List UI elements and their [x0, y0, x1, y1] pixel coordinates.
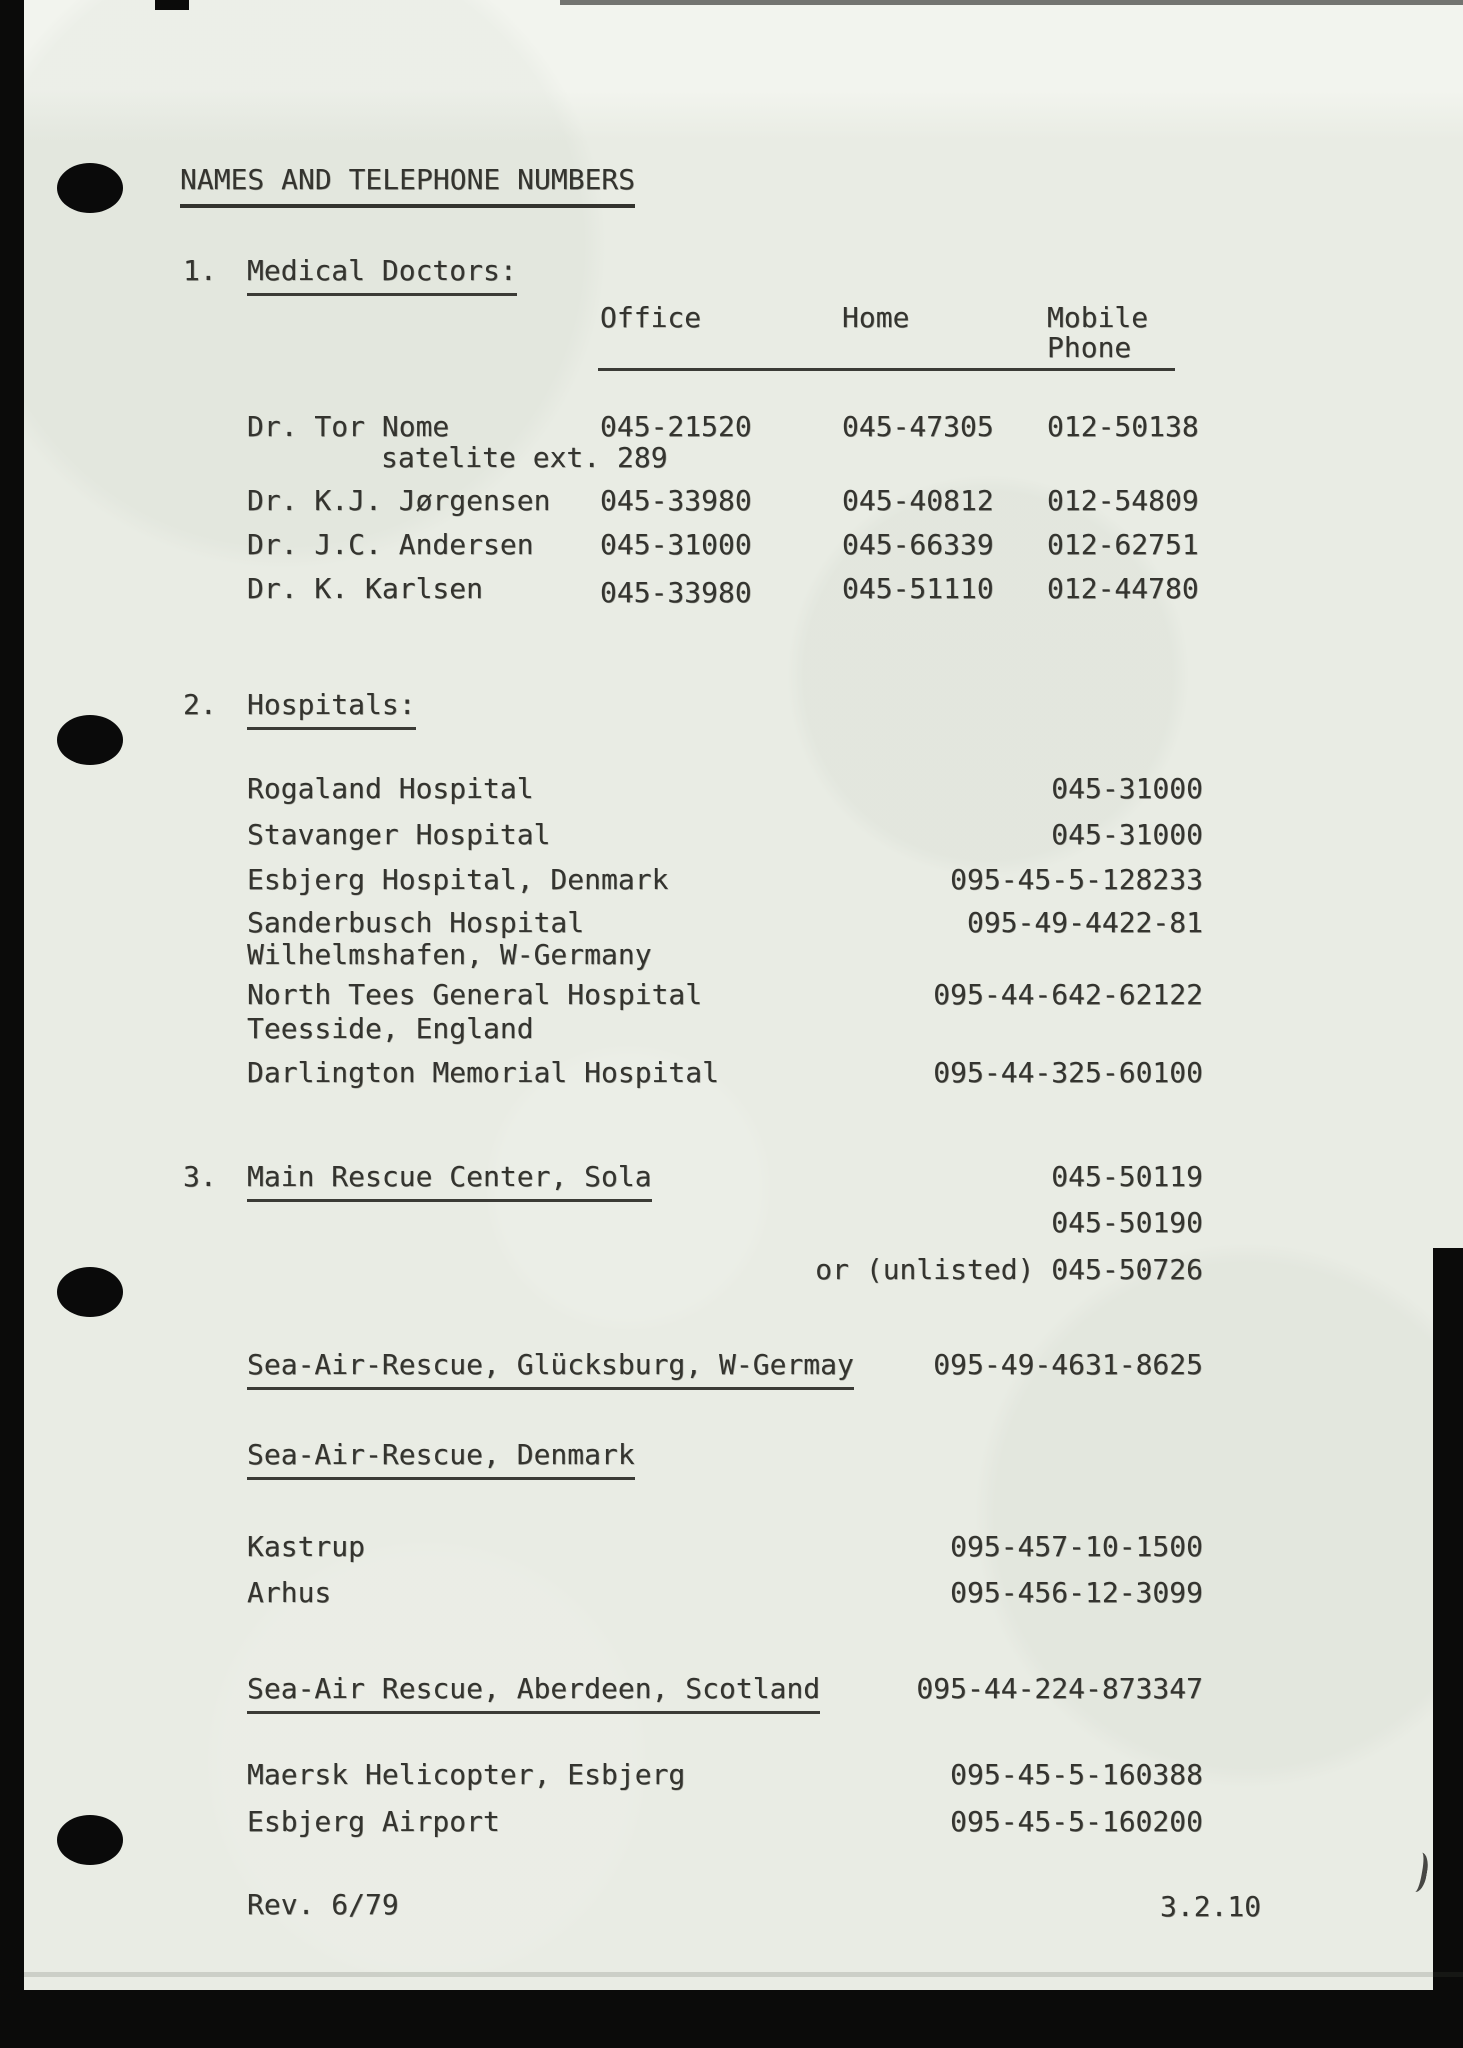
section-3-heading: Main Rescue Center, Sola	[247, 1160, 652, 1202]
column-header-mobile: Mobile	[1047, 301, 1149, 334]
aberdeen-phone: 095-44-224-873347	[916, 1672, 1203, 1705]
header-rule	[598, 368, 1175, 371]
doctor-mobile-phone: 012-44780	[1047, 572, 1199, 605]
sar-denmark-heading: Sea-Air-Rescue, Denmark	[247, 1438, 635, 1480]
hospital-name: North Tees General Hospital	[247, 978, 703, 1011]
doctor-office-phone: 045-31000	[600, 528, 752, 561]
column-header-phone: Phone	[1047, 331, 1132, 364]
sar-denmark-phone: 095-456-12-3099	[950, 1576, 1203, 1609]
other-name: Maersk Helicopter, Esbjerg	[247, 1758, 686, 1791]
section-1-heading: Medical Doctors:	[247, 254, 517, 296]
scan-edge-left	[0, 0, 24, 2048]
page-title: NAMES AND TELEPHONE NUMBERS	[180, 163, 635, 208]
sar-denmark-name: Kastrup	[247, 1530, 366, 1563]
scan-mark-top-left	[155, 0, 189, 10]
doctor-home-phone: 045-51110	[842, 572, 994, 605]
scan-edge-top	[560, 0, 1463, 5]
rescue-phone-unlisted: or (unlisted) 045-50726	[815, 1253, 1203, 1286]
doctor-note: satelite ext. 289	[381, 441, 668, 474]
page-number: 3.2.10	[1160, 1890, 1262, 1923]
sar-denmark-phone: 095-457-10-1500	[950, 1530, 1203, 1563]
hospital-phone: 045-31000	[1051, 818, 1203, 851]
other-phone: 095-45-5-160200	[950, 1805, 1203, 1838]
section-3-number: 3.	[183, 1160, 217, 1193]
hospital-phone: 095-49-4422-81	[966, 906, 1203, 939]
paper-background	[24, 0, 1463, 2048]
doctor-home-phone: 045-40812	[842, 484, 994, 517]
glucksburg-heading: Sea-Air-Rescue, Glücksburg, W-Germay	[247, 1348, 854, 1390]
column-header-office: Office	[600, 301, 702, 334]
hospital-name-line2: Wilhelmshafen, W-Germany	[247, 938, 652, 971]
hospital-name: Rogaland Hospital	[247, 772, 534, 805]
section-1-number: 1.	[183, 254, 217, 287]
scan-edge-right	[1433, 1248, 1463, 1990]
doctor-office-phone: 045-33980	[600, 484, 752, 517]
doctor-mobile-phone: 012-50138	[1047, 410, 1199, 443]
doctor-name: Dr. J.C. Andersen	[247, 528, 534, 561]
other-name: Esbjerg Airport	[247, 1805, 500, 1838]
rescue-phone-2: 045-50190	[1051, 1206, 1203, 1239]
punch-hole	[57, 715, 123, 765]
punch-hole	[57, 1267, 123, 1317]
aberdeen-heading: Sea-Air Rescue, Aberdeen, Scotland	[247, 1672, 820, 1714]
punch-hole	[57, 1815, 123, 1865]
hospital-name-line2: Teesside, England	[247, 1012, 534, 1045]
scan-streak	[24, 1972, 1463, 1977]
hospital-phone: 095-45-5-128233	[950, 863, 1203, 896]
glucksburg-phone: 095-49-4631-8625	[933, 1348, 1203, 1381]
hospital-name: Esbjerg Hospital, Denmark	[247, 863, 669, 896]
punch-hole	[57, 163, 123, 213]
hospital-phone: 045-31000	[1051, 772, 1203, 805]
hospital-name: Sanderbusch Hospital	[247, 906, 585, 939]
doctor-home-phone: 045-47305	[842, 410, 994, 443]
section-2-number: 2.	[183, 688, 217, 721]
hospital-phone: 095-44-642-62122	[933, 978, 1203, 1011]
hospital-name: Darlington Memorial Hospital	[247, 1056, 720, 1089]
doctor-mobile-phone: 012-54809	[1047, 484, 1199, 517]
doctor-office-phone: 045-21520	[600, 410, 752, 443]
doctor-name: Dr. K. Karlsen	[247, 572, 484, 605]
hospital-name: Stavanger Hospital	[247, 818, 551, 851]
hospital-phone: 095-44-325-60100	[933, 1056, 1203, 1089]
column-header-home: Home	[842, 301, 910, 334]
doctor-mobile-phone: 012-62751	[1047, 528, 1199, 561]
rescue-phone-1: 045-50119	[1051, 1160, 1203, 1193]
doctor-home-phone: 045-66339	[842, 528, 994, 561]
section-2-heading: Hospitals:	[247, 688, 416, 730]
doctor-office-phone: 045-33980	[600, 576, 752, 609]
doctor-name: Dr. Tor Nome	[247, 410, 450, 443]
sar-denmark-name: Arhus	[247, 1576, 332, 1609]
other-phone: 095-45-5-160388	[950, 1758, 1203, 1791]
revision-label: Rev. 6/79	[247, 1888, 399, 1921]
scan-edge-bottom	[0, 1990, 1463, 2048]
doctor-name: Dr. K.J. Jørgensen	[247, 484, 551, 517]
